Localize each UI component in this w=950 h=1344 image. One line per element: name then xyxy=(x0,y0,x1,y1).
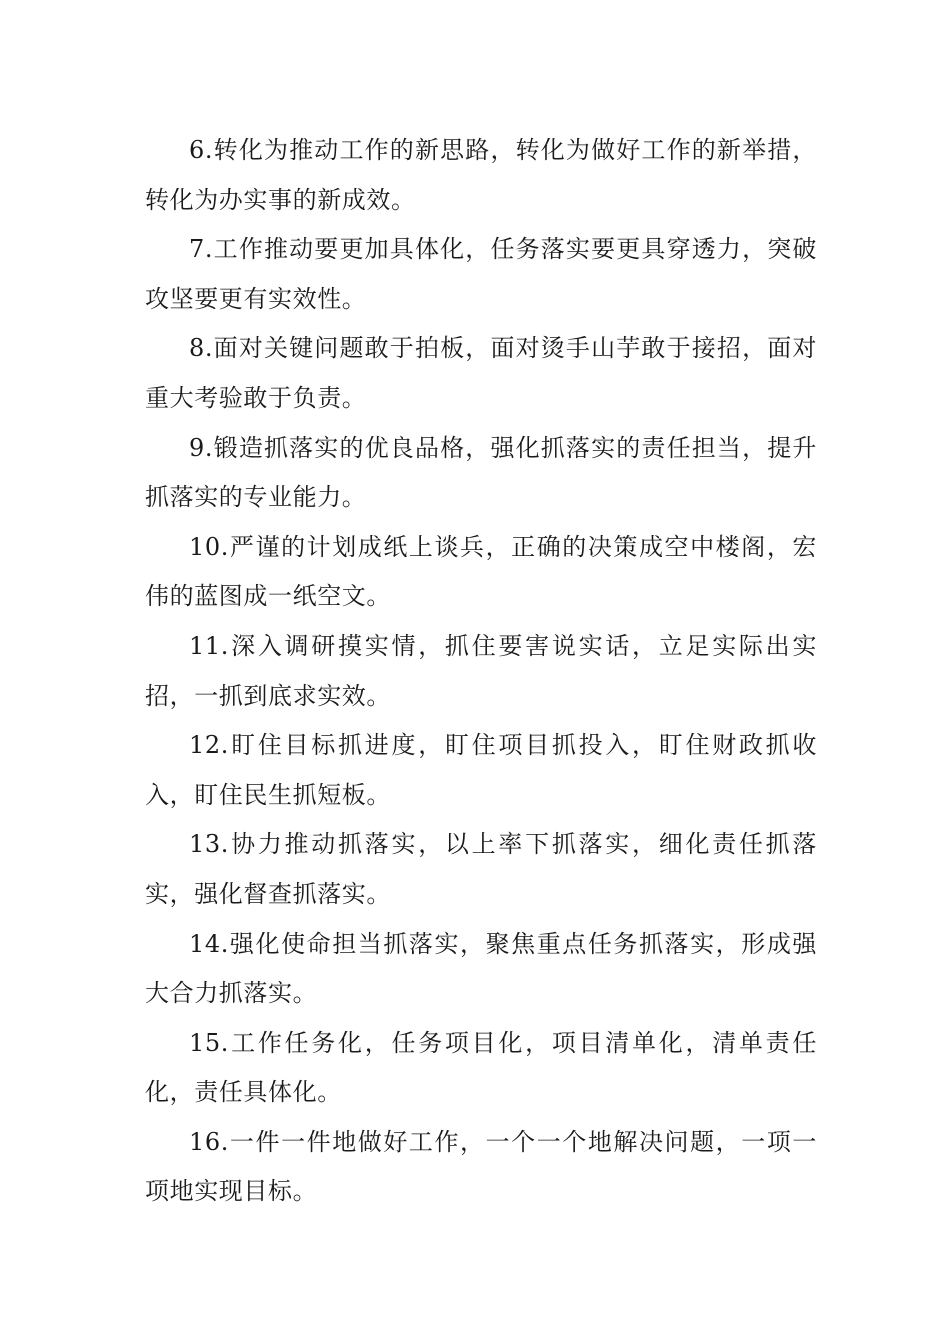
document-body xyxy=(145,126,817,1217)
paragraph-item-9: 9.锻造抓落实的优良品格，强化抓落实的责任担当，提升抓落实的专业能力。 xyxy=(145,433,817,512)
paragraph-item-10: 10.严谨的计划成纸上谈兵，正确的决策成空中楼阁，宏伟的蓝图成一纸空文。 xyxy=(145,532,817,611)
paragraph-item-16: 16.一件一件地做好工作，一个一个地解决问题，一项一项地实现目标。 xyxy=(145,1127,817,1206)
paragraph-item-6: 6.转化为推动工作的新思路，转化为做好工作的新举措，转化为办实事的新成效。 xyxy=(145,136,817,214)
paragraph-item-11: 11.深入调研摸实情，抓住要害说实话，立足实际出实招，一抓到底求实效。 xyxy=(145,631,817,710)
paragraph-item-14: 14.强化使命担当抓落实，聚焦重点任务抓落实，形成强大合力抓落实。 xyxy=(145,929,817,1008)
paragraph-item-12: 12.盯住目标抓进度，盯住项目抓投入，盯住财政抓收入，盯住民生抓短板。 xyxy=(145,731,817,809)
paragraph-item-13: 13.协力推动抓落实，以上率下抓落实，细化责任抓落实，强化督查抓落实。 xyxy=(145,830,817,908)
paragraph-item-7: 7.工作推动要更加具体化，任务落实要更具穿透力，突破攻坚要更有实效性。 xyxy=(145,235,817,313)
paragraph-item-8: 8.面对关键问题敢于拍板，面对烫手山芋敢于接招，面对重大考验敢于负责。 xyxy=(145,334,817,412)
paragraph-item-15: 15.工作任务化，任务项目化，项目清单化，清单责任化，责任具体化。 xyxy=(145,1028,817,1107)
